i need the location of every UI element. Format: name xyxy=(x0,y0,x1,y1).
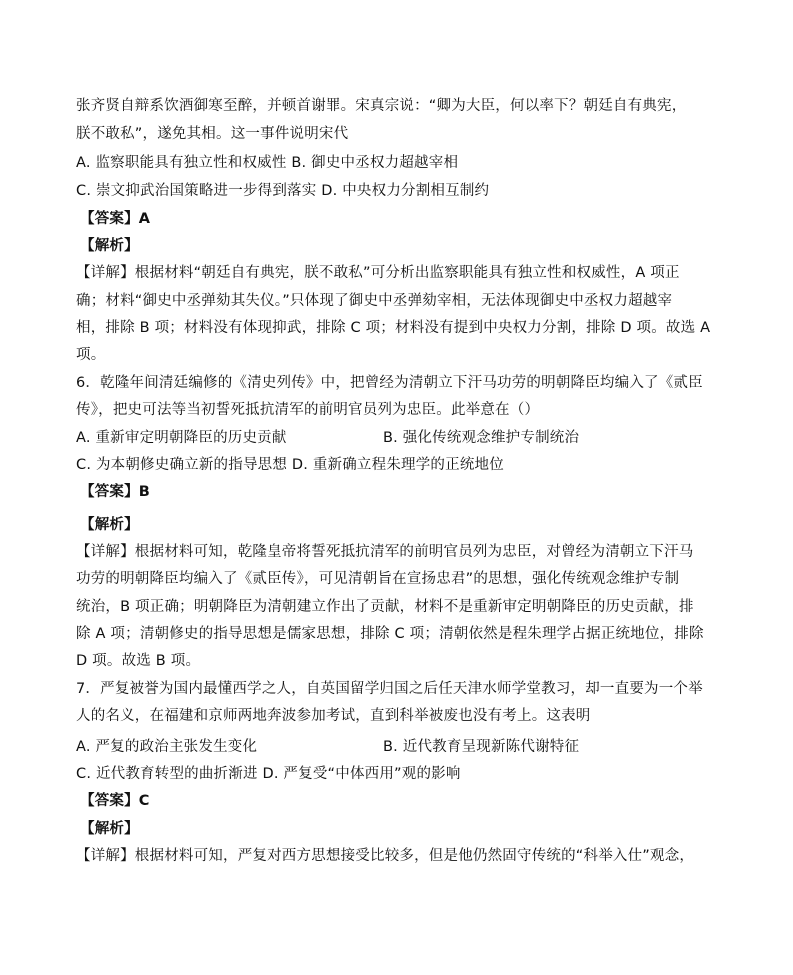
analysis-label: 【解析】 xyxy=(80,517,139,533)
question-7-line: 7．严复被誉为国内最懂西学之人，自英国留学归国之后任天津水师学堂教习，却一直要为一个举 xyxy=(76,681,703,697)
explanation-line: 确；材料“御史中丞弹劾其失仪。”只体现了御史中丞弹劾宰相，无法体现御史中丞权力超越宰 xyxy=(76,293,673,309)
explanation-line: 相，排除 B 项；材料没有体现抑武，排除 C 项；材料没有提到中央权力分割，排除 D 项。故选 A xyxy=(76,320,711,336)
explanation-line: 除 A 项；清朝修史的指导思想是儒家思想，排除 C 项；清朝依然是程朱理学占据正统地位，排除 xyxy=(76,626,704,642)
answer-label: 【答案】B xyxy=(80,484,151,500)
option-line: C. 近代教育转型的曲折渐进 D. 严复受“中体西用”观的影响 xyxy=(76,766,461,782)
answer-label: 【答案】A xyxy=(80,211,151,227)
question-6-line: 6．乾隆年间清廷编修的《清史列传》中，把曾经为清朝立下汗马功劳的明朝降臣均编入了《贰臣 xyxy=(76,375,703,391)
question-6-line: 传》，把史可法等当初誓死抵抗清军的前明官员列为忠臣。此举意在（） xyxy=(76,402,540,418)
option-line: C. 崇文抑武治国策略进一步得到落实 D. 中央权力分割相互制约 xyxy=(76,183,490,199)
explanation-line: 【详解】根据材料“朝廷自有典宪，朕不敢私”可分析出监察职能具有独立性和权威性，A 项正 xyxy=(76,265,680,281)
explanation-line: D 项。故选 B 项。 xyxy=(76,653,201,669)
option-line: C. 为本朝修史确立新的指导思想 D. 重新确立程朱理学的正统地位 xyxy=(76,457,504,473)
answer-label: 【答案】C xyxy=(80,793,150,809)
text-line: 张齐贤自辩系饮酒御寒至醉，并顿首谢罪。宋真宗说：“卿为大臣，何以率下？朝廷自有典宪， xyxy=(76,98,687,114)
option-a-line: A. 重新审定明朝降臣的历史贡献 xyxy=(76,430,287,446)
explanation-line: 【详解】根据材料可知，乾隆皇帝将誓死抵抗清军的前明官员列为忠臣，对曾经为清朝立下汗马 xyxy=(76,544,694,560)
option-line: A. 监察职能具有独立性和权威性 B. 御史中丞权力超越宰相 xyxy=(76,155,459,171)
explanation-line: 项。 xyxy=(76,347,106,363)
question-7-line: 人的名义，在福建和京师两地奔波参加考试，直到科举被废也没有考上。这表明 xyxy=(76,708,591,724)
text-line: 朕不敢私”，遂免其相。这一事件说明宋代 xyxy=(76,126,349,142)
analysis-label: 【解析】 xyxy=(80,821,139,837)
explanation-line: 统治，B 项正确；明朝降臣为清朝建立作出了贡献，材料不是重新审定明朝降臣的历史贡献，排 xyxy=(76,599,694,615)
explanation-line: 【详解】根据材料可知，严复对西方思想接受比较多，但是他仍然固守传统的“科举入仕”观念， xyxy=(76,848,695,864)
explanation-line: 功劳的明朝降臣均编入了《贰臣传》，可见清朝旨在宣扬忠君”的思想，强化传统观念维护专制 xyxy=(76,571,680,587)
option-a-line: A. 严复的政治主张发生变化 xyxy=(76,739,258,755)
option-b-line: B. 强化传统观念维护专制统治 xyxy=(383,430,580,446)
analysis-label: 【解析】 xyxy=(80,238,139,254)
option-b-line: B. 近代教育呈现新陈代谢特征 xyxy=(383,739,580,755)
